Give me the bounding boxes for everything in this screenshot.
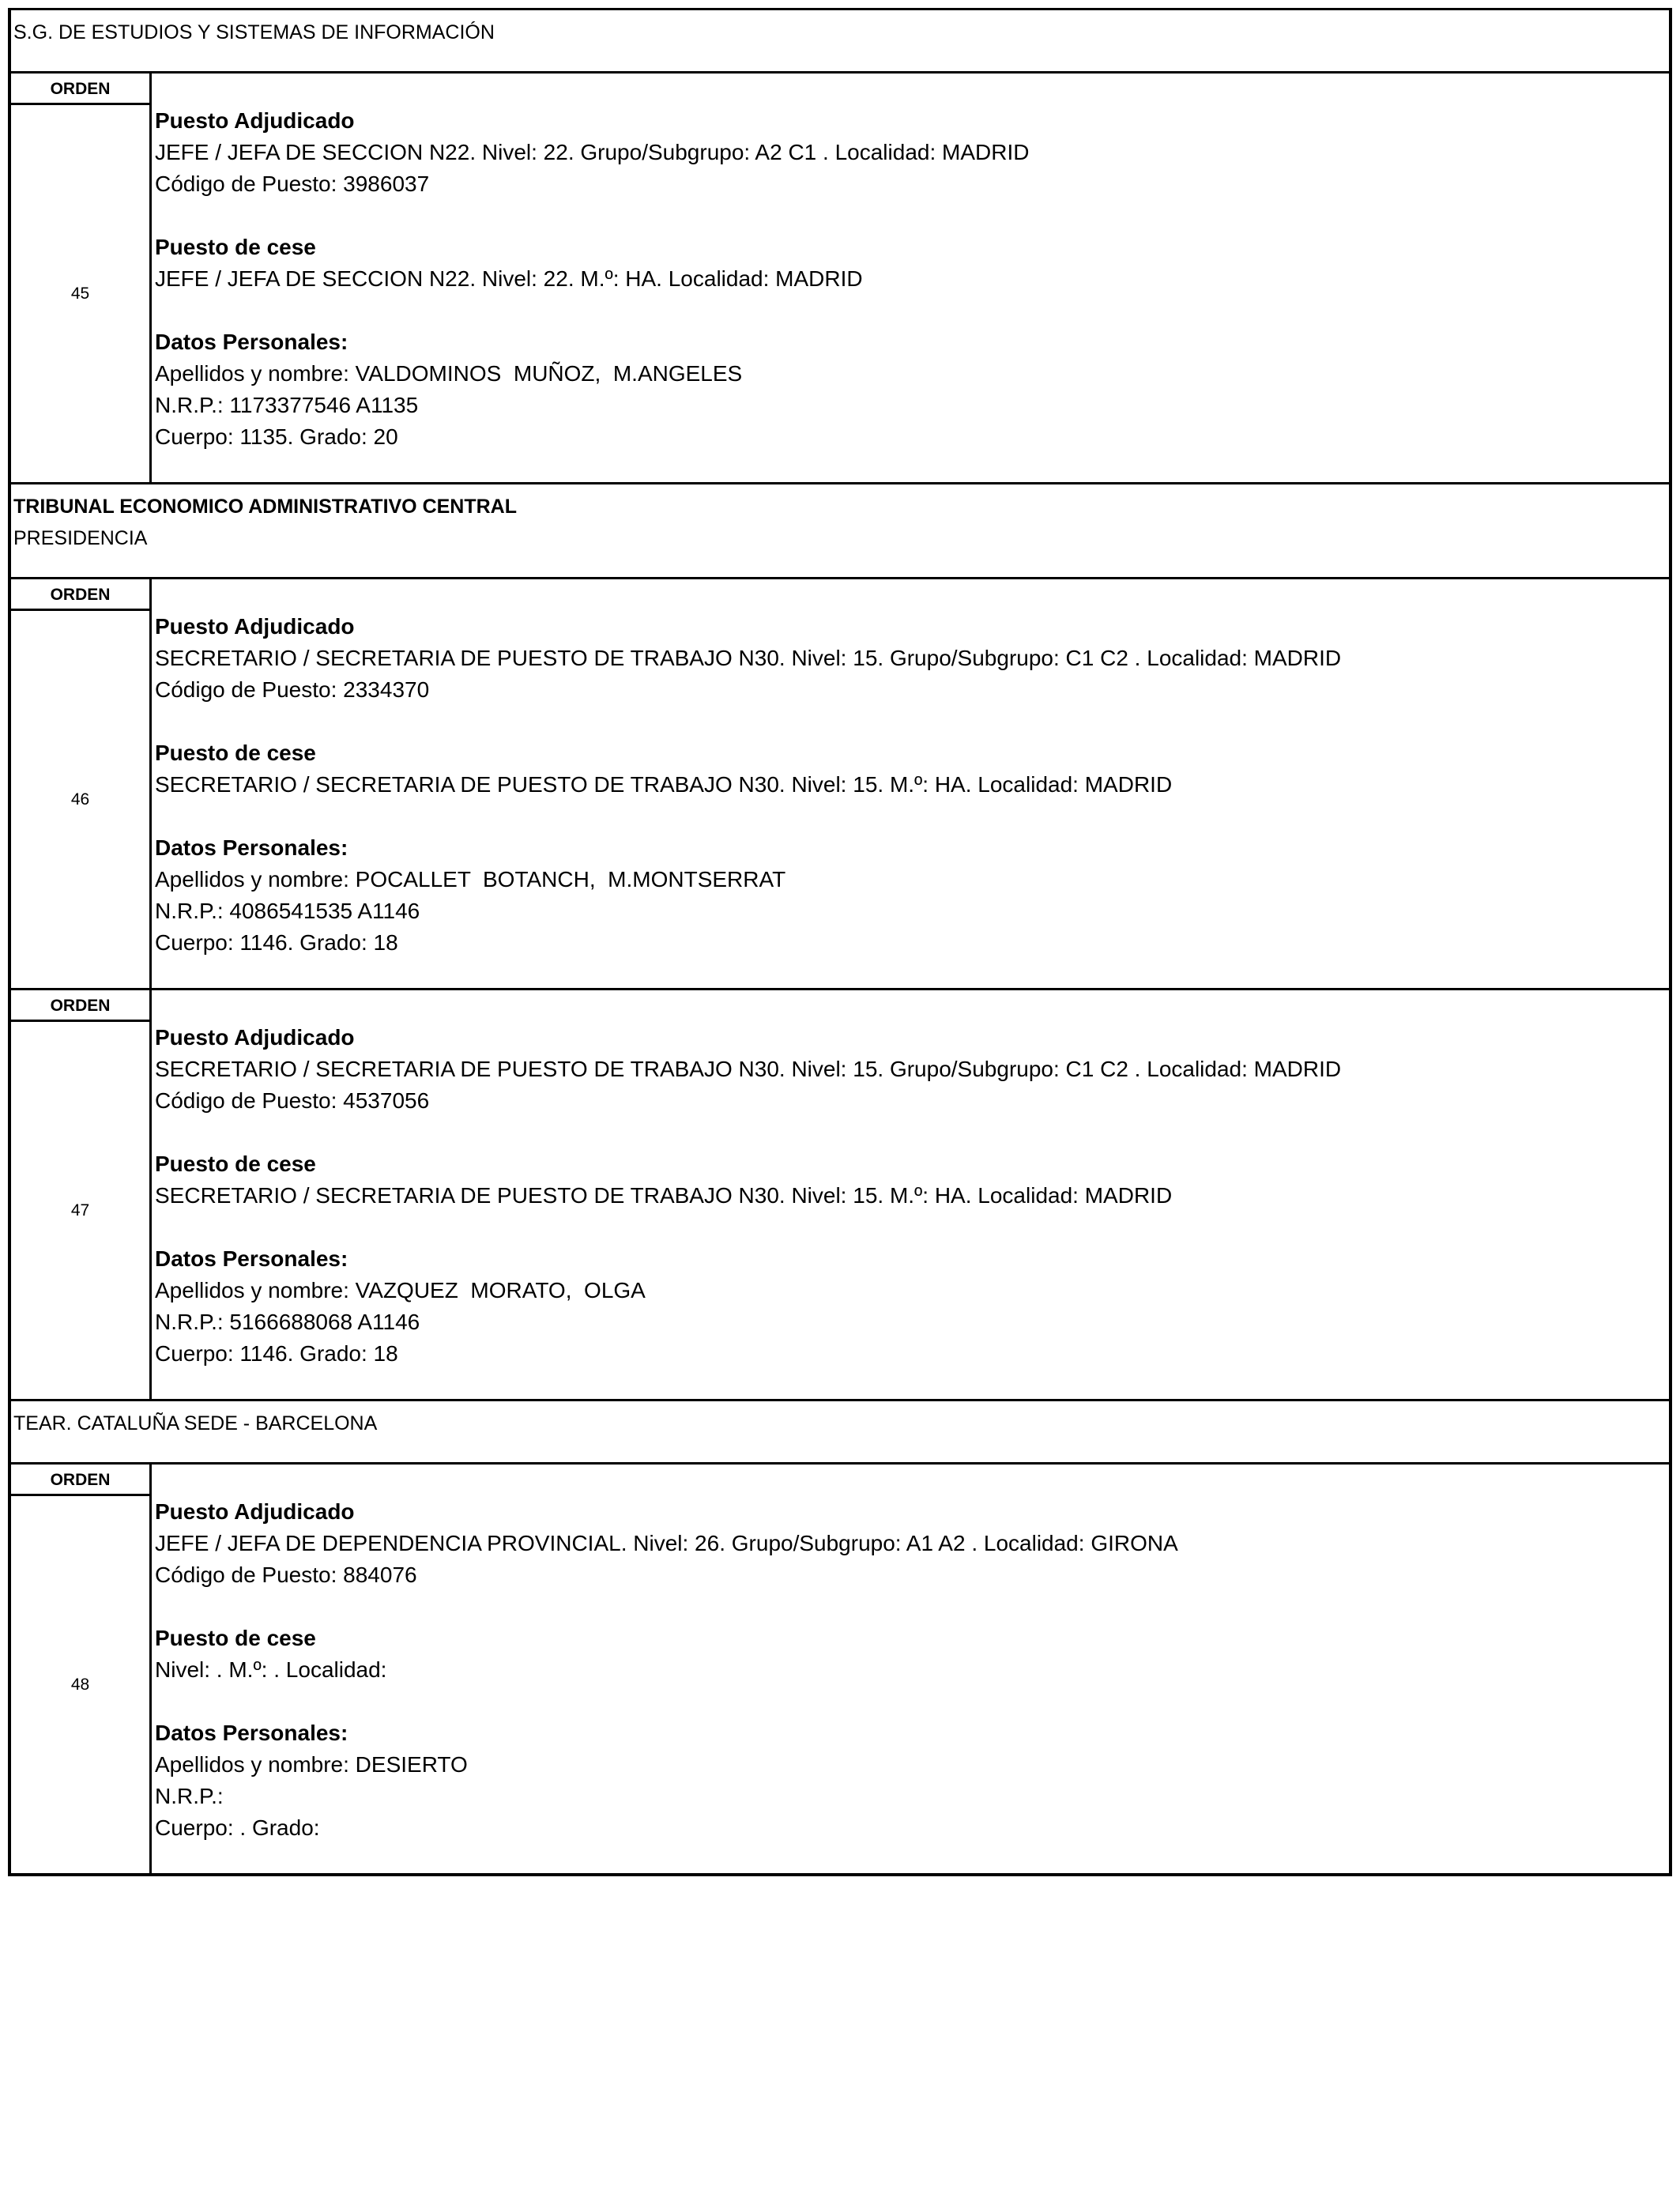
- entry-row: [11, 988, 1669, 1399]
- datos-personales-label: Datos Personales:: [155, 1246, 348, 1271]
- orden-column: [11, 990, 152, 1399]
- datos-personales-label: Datos Personales:: [155, 330, 348, 354]
- cuerpo-grado: Cuerpo: 1146. Grado: 18: [155, 930, 398, 955]
- spacer: [155, 1212, 1669, 1243]
- puesto-adjudicado-text: JEFE / JEFA DE DEPENDENCIA PROVINCIAL. Nivel: 26. Grupo/Subgrupo: A1 A2 . Localidad: GIRONA: [155, 1531, 1178, 1555]
- section-title: TEAR. CATALUÑA SEDE - BARCELONA: [13, 1412, 378, 1434]
- puesto-cese-text: SECRETARIO / SECRETARIA DE PUESTO DE TRABAJO N30. Nivel: 15. M.º: HA. Localidad: MADRID: [155, 1183, 1173, 1208]
- entry-details: [152, 990, 1669, 1399]
- spacer: [155, 1591, 1669, 1623]
- section-header: [11, 482, 1669, 577]
- cuerpo-grado: Cuerpo: . Grado:: [155, 1815, 320, 1840]
- orden-header: ORDEN: [11, 990, 149, 1022]
- puesto-cese-label: Puesto de cese: [155, 1152, 316, 1176]
- datos-personales-label: Datos Personales:: [155, 835, 348, 860]
- spacer: [155, 801, 1669, 832]
- entry-details: [152, 74, 1669, 482]
- spacer: [155, 200, 1669, 232]
- nrp: N.R.P.: 5166688068 A1146: [155, 1310, 420, 1334]
- section-header: [11, 1399, 1669, 1462]
- codigo-puesto: Código de Puesto: 4537056: [155, 1088, 430, 1113]
- spacer: [155, 1686, 1669, 1717]
- puesto-cese-label: Puesto de cese: [155, 1626, 316, 1650]
- section-title: S.G. DE ESTUDIOS Y SISTEMAS DE INFORMACIÓN: [13, 21, 495, 43]
- orden-header: ORDEN: [11, 74, 149, 105]
- entry-row: [11, 577, 1669, 988]
- orden-column: [11, 74, 152, 482]
- puesto-cese-text: JEFE / JEFA DE SECCION N22. Nivel: 22. M.º: HA. Localidad: MADRID: [155, 266, 863, 291]
- orden-number: 48: [70, 1675, 90, 1694]
- apellidos-nombre: Apellidos y nombre: DESIERTO: [155, 1752, 468, 1777]
- orden-number: 45: [70, 284, 90, 303]
- nrp: N.R.P.: 1173377546 A1135: [155, 393, 419, 417]
- codigo-puesto: Código de Puesto: 884076: [155, 1563, 417, 1587]
- spacer: [155, 706, 1669, 737]
- orden-column: [11, 579, 152, 988]
- spacer: [155, 1117, 1669, 1148]
- puesto-cese-label: Puesto de cese: [155, 235, 316, 259]
- orden-header: ORDEN: [11, 579, 149, 611]
- orden-number: 47: [70, 1201, 90, 1220]
- puesto-adjudicado-label: Puesto Adjudicado: [155, 108, 355, 133]
- puesto-adjudicado-label: Puesto Adjudicado: [155, 1499, 355, 1524]
- apellidos-nombre: Apellidos y nombre: VALDOMINOS MUÑOZ, M.ANGELES: [155, 361, 743, 386]
- nrp: N.R.P.:: [155, 1784, 224, 1808]
- document-table: [8, 8, 1672, 1876]
- section-subtitle: PRESIDENCIA: [13, 527, 148, 549]
- apellidos-nombre: Apellidos y nombre: VAZQUEZ MORATO, OLGA: [155, 1278, 646, 1302]
- section-header: [11, 8, 1669, 71]
- entry-details: [152, 579, 1669, 988]
- section-title: TRIBUNAL ECONOMICO ADMINISTRATIVO CENTRAL: [13, 496, 518, 518]
- puesto-adjudicado-label: Puesto Adjudicado: [155, 614, 355, 639]
- orden-column: [11, 1465, 152, 1873]
- orden-number: 46: [70, 790, 90, 809]
- orden-header: ORDEN: [11, 1465, 149, 1496]
- puesto-cese-text: Nivel: . M.º: . Localidad:: [155, 1657, 387, 1682]
- puesto-adjudicado-text: SECRETARIO / SECRETARIA DE PUESTO DE TRABAJO N30. Nivel: 15. Grupo/Subgrupo: C1 C2 . Localidad: MADRID: [155, 1057, 1342, 1081]
- codigo-puesto: Código de Puesto: 2334370: [155, 677, 430, 702]
- entry-details: [152, 1465, 1669, 1873]
- puesto-cese-label: Puesto de cese: [155, 741, 316, 765]
- cuerpo-grado: Cuerpo: 1146. Grado: 18: [155, 1341, 398, 1366]
- puesto-cese-text: SECRETARIO / SECRETARIA DE PUESTO DE TRABAJO N30. Nivel: 15. M.º: HA. Localidad: MADRID: [155, 772, 1173, 797]
- entry-row: [11, 1462, 1669, 1873]
- puesto-adjudicado-text: JEFE / JEFA DE SECCION N22. Nivel: 22. Grupo/Subgrupo: A2 C1 . Localidad: MADRID: [155, 140, 1030, 164]
- nrp: N.R.P.: 4086541535 A1146: [155, 899, 420, 923]
- datos-personales-label: Datos Personales:: [155, 1721, 348, 1745]
- codigo-puesto: Código de Puesto: 3986037: [155, 172, 430, 196]
- entry-row: [11, 71, 1669, 482]
- cuerpo-grado: Cuerpo: 1135. Grado: 20: [155, 424, 398, 449]
- puesto-adjudicado-label: Puesto Adjudicado: [155, 1025, 355, 1050]
- spacer: [155, 295, 1669, 326]
- apellidos-nombre: Apellidos y nombre: POCALLET BOTANCH, M.MONTSERRAT: [155, 867, 786, 892]
- puesto-adjudicado-text: SECRETARIO / SECRETARIA DE PUESTO DE TRABAJO N30. Nivel: 15. Grupo/Subgrupo: C1 C2 . Localidad: MADRID: [155, 646, 1342, 670]
